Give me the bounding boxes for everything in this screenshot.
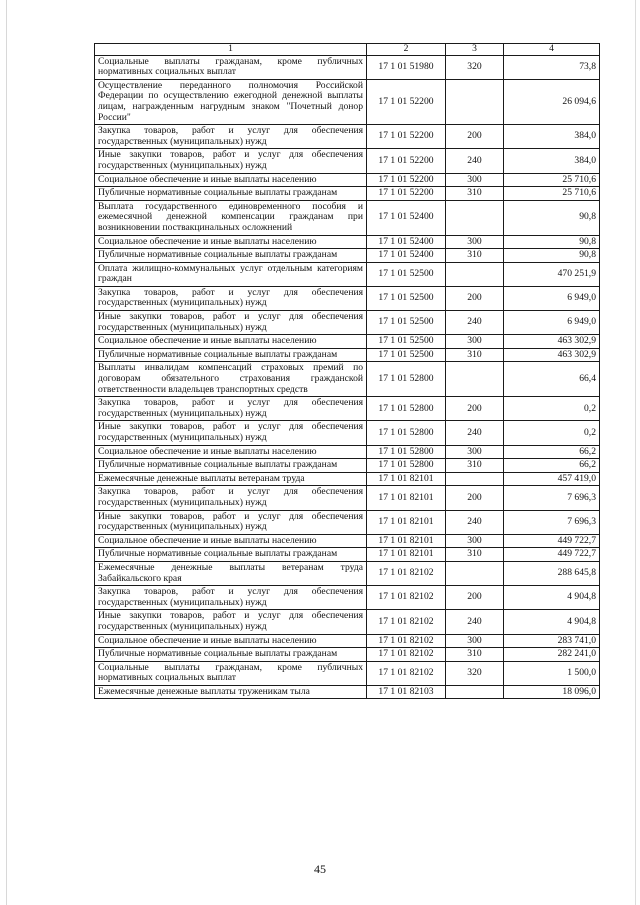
row-expense-type: 200 <box>446 125 504 149</box>
row-amount: 384,0 <box>504 149 600 173</box>
table-row <box>95 187 600 201</box>
table-row <box>95 79 600 124</box>
row-expense-type: 300 <box>446 534 504 548</box>
row-amount: 7 696,3 <box>504 486 600 510</box>
row-amount: 1 500,0 <box>504 661 600 685</box>
row-name: Социальное обеспечение и иные выплаты населению <box>95 173 367 187</box>
row-code: 17 1 01 82101 <box>367 510 446 534</box>
row-expense-type: 240 <box>446 610 504 634</box>
row-code: 17 1 01 82102 <box>367 634 446 648</box>
row-code: 17 1 01 52200 <box>367 79 446 124</box>
row-amount: 282 241,0 <box>504 648 600 662</box>
row-amount: 66,2 <box>504 445 600 459</box>
table-row <box>95 249 600 263</box>
table-row <box>95 459 600 473</box>
table-row <box>95 586 600 610</box>
table-row <box>95 486 600 510</box>
row-code: 17 1 01 52200 <box>367 173 446 187</box>
row-name: Осуществление переданного полномочия Российской Федерации по осуществлению ежегодной денежной выплаты лицам, награжденным нагрудным знаком "Почетный донор России" <box>95 79 367 124</box>
row-amount: 384,0 <box>504 125 600 149</box>
row-name: Ежемесячные денежные выплаты ветеранам труда Забайкальского края <box>95 561 367 585</box>
scan-edge-right <box>635 0 636 905</box>
table-row <box>95 548 600 562</box>
row-expense-type: 300 <box>446 634 504 648</box>
row-expense-type: 310 <box>446 187 504 201</box>
row-code: 17 1 01 82101 <box>367 548 446 562</box>
table-row <box>95 610 600 634</box>
table-row <box>95 335 600 349</box>
row-code: 17 1 01 52500 <box>367 348 446 362</box>
table-row <box>95 534 600 548</box>
row-name: Социальное обеспечение и иные выплаты населению <box>95 445 367 459</box>
row-code: 17 1 01 52400 <box>367 235 446 249</box>
row-amount: 470 251,9 <box>504 262 600 286</box>
row-name: Иные закупки товаров, работ и услуг для обеспечения государственных (муниципальных) нужд <box>95 510 367 534</box>
row-code: 17 1 01 82103 <box>367 685 446 699</box>
row-name: Публичные нормативные социальные выплаты гражданам <box>95 187 367 201</box>
row-code: 17 1 01 82102 <box>367 610 446 634</box>
row-expense-type: 310 <box>446 548 504 562</box>
row-amount: 90,8 <box>504 235 600 249</box>
row-expense-type <box>446 362 504 397</box>
row-amount: 0,2 <box>504 397 600 421</box>
row-amount: 26 094,6 <box>504 79 600 124</box>
row-amount: 6 949,0 <box>504 286 600 310</box>
row-name: Публичные нормативные социальные выплаты гражданам <box>95 459 367 473</box>
row-amount: 463 302,9 <box>504 335 600 349</box>
row-amount: 449 722,7 <box>504 548 600 562</box>
page-number: 45 <box>314 862 326 876</box>
row-amount: 4 904,8 <box>504 610 600 634</box>
row-expense-type <box>446 262 504 286</box>
row-amount: 66,2 <box>504 459 600 473</box>
row-amount: 66,4 <box>504 362 600 397</box>
row-name: Иные закупки товаров, работ и услуг для обеспечения государственных (муниципальных) нужд <box>95 149 367 173</box>
table-row <box>95 235 600 249</box>
row-name: Социальные выплаты гражданам, кроме публичных нормативных социальных выплат <box>95 661 367 685</box>
row-amount: 463 302,9 <box>504 348 600 362</box>
row-code: 17 1 01 52400 <box>367 200 446 235</box>
column-header-2: 2 <box>367 44 446 56</box>
row-expense-type: 200 <box>446 397 504 421</box>
row-expense-type: 310 <box>446 249 504 263</box>
table-row <box>95 397 600 421</box>
row-expense-type <box>446 472 504 486</box>
row-code: 17 1 01 52500 <box>367 262 446 286</box>
table-body <box>95 55 600 699</box>
row-expense-type <box>446 200 504 235</box>
row-expense-type: 200 <box>446 286 504 310</box>
row-name: Закупка товаров, работ и услуг для обеспечения государственных (муниципальных) нужд <box>95 486 367 510</box>
row-expense-type: 240 <box>446 149 504 173</box>
row-name: Социальное обеспечение и иные выплаты населению <box>95 634 367 648</box>
row-code: 17 1 01 52400 <box>367 249 446 263</box>
row-amount: 4 904,8 <box>504 586 600 610</box>
table-row <box>95 286 600 310</box>
table-row <box>95 472 600 486</box>
row-code: 17 1 01 51980 <box>367 55 446 79</box>
row-expense-type: 200 <box>446 486 504 510</box>
row-name: Иные закупки товаров, работ и услуг для обеспечения государственных (муниципальных) нужд <box>95 610 367 634</box>
row-name: Выплаты инвалидам компенсаций страховых премий по договорам обязательного страхования гражданской ответственности владельцев транспортных средств <box>95 362 367 397</box>
row-code: 17 1 01 52800 <box>367 397 446 421</box>
table-row <box>95 348 600 362</box>
row-expense-type: 300 <box>446 445 504 459</box>
row-expense-type: 310 <box>446 348 504 362</box>
table-row <box>95 362 600 397</box>
row-amount: 288 645,8 <box>504 561 600 585</box>
row-code: 17 1 01 82102 <box>367 561 446 585</box>
row-code: 17 1 01 82101 <box>367 486 446 510</box>
row-code: 17 1 01 52500 <box>367 335 446 349</box>
row-name: Социальное обеспечение и иные выплаты населению <box>95 534 367 548</box>
row-name: Иные закупки товаров, работ и услуг для обеспечения государственных (муниципальных) нужд <box>95 311 367 335</box>
row-code: 17 1 01 52800 <box>367 459 446 473</box>
table-row <box>95 173 600 187</box>
row-code: 17 1 01 52200 <box>367 187 446 201</box>
column-header-1: 1 <box>95 44 367 56</box>
row-name: Социальное обеспечение и иные выплаты населению <box>95 235 367 249</box>
row-expense-type <box>446 79 504 124</box>
row-expense-type: 300 <box>446 235 504 249</box>
table-row <box>95 262 600 286</box>
row-code: 17 1 01 52200 <box>367 149 446 173</box>
row-amount: 25 710,6 <box>504 187 600 201</box>
table-row <box>95 661 600 685</box>
row-expense-type: 320 <box>446 661 504 685</box>
table-row <box>95 311 600 335</box>
row-name: Ежемесячные денежные выплаты ветеранам труда <box>95 472 367 486</box>
row-name: Социальное обеспечение и иные выплаты населению <box>95 335 367 349</box>
column-header-4: 4 <box>504 44 600 56</box>
row-expense-type: 300 <box>446 335 504 349</box>
row-code: 17 1 01 52800 <box>367 362 446 397</box>
row-name: Публичные нормативные социальные выплаты гражданам <box>95 249 367 263</box>
table-header-row <box>95 44 600 56</box>
row-expense-type: 320 <box>446 55 504 79</box>
row-name: Публичные нормативные социальные выплаты гражданам <box>95 348 367 362</box>
row-expense-type: 240 <box>446 311 504 335</box>
row-name: Закупка товаров, работ и услуг для обеспечения государственных (муниципальных) нужд <box>95 397 367 421</box>
row-code: 17 1 01 82101 <box>367 472 446 486</box>
table-row <box>95 125 600 149</box>
row-code: 17 1 01 82102 <box>367 648 446 662</box>
row-code: 17 1 01 82101 <box>367 534 446 548</box>
row-amount: 25 710,6 <box>504 173 600 187</box>
row-name: Закупка товаров, работ и услуг для обеспечения государственных (муниципальных) нужд <box>95 586 367 610</box>
row-name: Социальные выплаты гражданам, кроме публичных нормативных социальных выплат <box>95 55 367 79</box>
table-row <box>95 149 600 173</box>
row-amount: 73,8 <box>504 55 600 79</box>
table-row <box>95 510 600 534</box>
table-row <box>95 421 600 445</box>
budget-table <box>94 43 600 699</box>
row-code: 17 1 01 52800 <box>367 445 446 459</box>
row-expense-type: 300 <box>446 173 504 187</box>
row-expense-type: 200 <box>446 586 504 610</box>
row-expense-type: 240 <box>446 510 504 534</box>
row-amount: 7 696,3 <box>504 510 600 534</box>
row-name: Закупка товаров, работ и услуг для обеспечения государственных (муниципальных) нужд <box>95 286 367 310</box>
row-name: Публичные нормативные социальные выплаты гражданам <box>95 648 367 662</box>
table-row <box>95 634 600 648</box>
row-expense-type: 240 <box>446 421 504 445</box>
row-code: 17 1 01 82102 <box>367 586 446 610</box>
row-amount: 283 741,0 <box>504 634 600 648</box>
row-expense-type: 310 <box>446 648 504 662</box>
row-name: Закупка товаров, работ и услуг для обеспечения государственных (муниципальных) нужд <box>95 125 367 149</box>
row-amount: 449 722,7 <box>504 534 600 548</box>
row-expense-type <box>446 685 504 699</box>
row-name: Ежемесячные денежные выплаты труженикам тыла <box>95 685 367 699</box>
row-amount: 6 949,0 <box>504 311 600 335</box>
row-amount: 0,2 <box>504 421 600 445</box>
table-row <box>95 200 600 235</box>
table-row <box>95 685 600 699</box>
row-expense-type: 310 <box>446 459 504 473</box>
table-row <box>95 445 600 459</box>
row-code: 17 1 01 82102 <box>367 661 446 685</box>
row-amount: 90,8 <box>504 249 600 263</box>
row-amount: 457 419,0 <box>504 472 600 486</box>
row-name: Выплата государственного единовременного пособия и ежемесячной денежной компенсации гражданам при возникновении поствакцинальных осложнений <box>95 200 367 235</box>
row-name: Оплата жилищно-коммунальных услуг отдельным категориям граждан <box>95 262 367 286</box>
table-row <box>95 648 600 662</box>
column-header-3: 3 <box>446 44 504 56</box>
row-code: 17 1 01 52800 <box>367 421 446 445</box>
table-row <box>95 561 600 585</box>
table-row <box>95 55 600 79</box>
row-expense-type <box>446 561 504 585</box>
row-name: Публичные нормативные социальные выплаты гражданам <box>95 548 367 562</box>
row-code: 17 1 01 52200 <box>367 125 446 149</box>
row-name: Иные закупки товаров, работ и услуг для обеспечения государственных (муниципальных) нужд <box>95 421 367 445</box>
row-amount: 90,8 <box>504 200 600 235</box>
scan-edge-left <box>6 0 7 905</box>
row-code: 17 1 01 52500 <box>367 286 446 310</box>
row-code: 17 1 01 52500 <box>367 311 446 335</box>
row-amount: 18 096,0 <box>504 685 600 699</box>
